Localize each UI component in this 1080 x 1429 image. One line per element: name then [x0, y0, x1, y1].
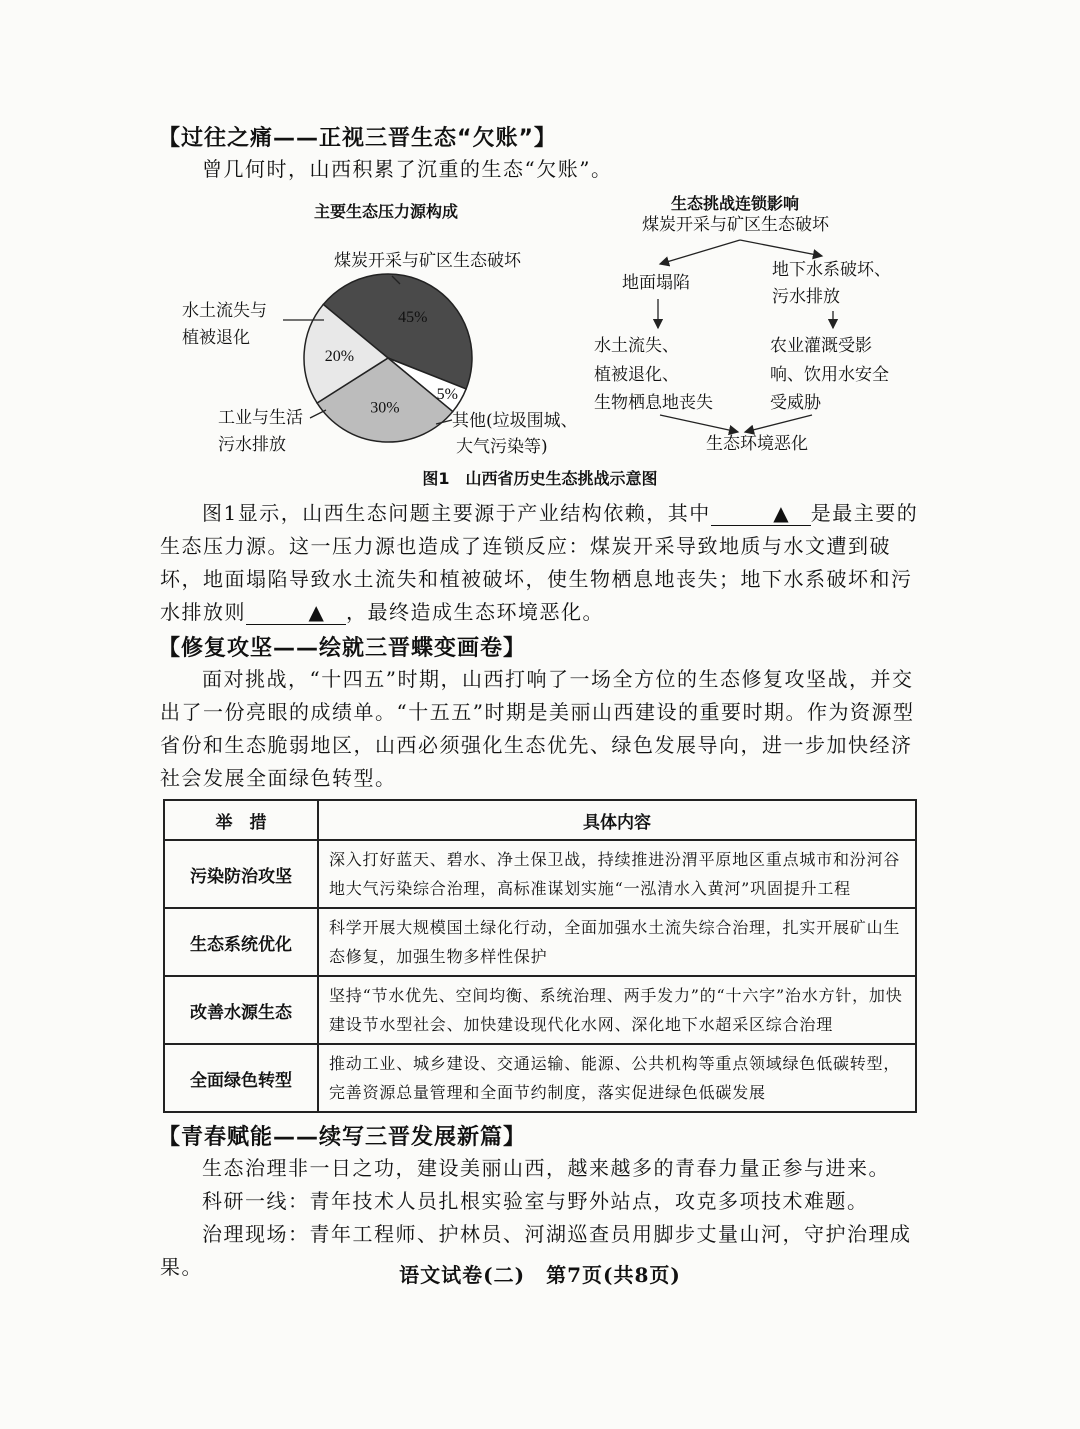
answer-blank-2[interactable]: ▲: [246, 600, 346, 625]
question-paragraph: [160, 497, 920, 629]
pie-slice-water-value-label: 30%: [370, 399, 400, 417]
measure-content: 坚持“节水优先、空间均衡、系统治理、两手发力”的“十六字”治水方针，加快建设节水型社会、加快建设现代化水网、深化地下水超采区综合治理: [318, 976, 916, 1044]
pie-slice-soil-value-label: 20%: [324, 347, 355, 365]
youth-paragraph-3: 治理现场：青年工程师、护林员、河湖巡查员用脚步丈量山河，守护治理成果。: [160, 1222, 912, 1279]
section2-paragraph: 面对挑战，“十四五”时期，山西打响了一场全方位的生态修复攻坚战，并交出了一份亮眼的成绩单。“十五五”时期是美丽山西建设的重要时期。作为资源型省份和生态脆弱地区，山西必须强化生态优先、绿色发展导向，进一步加快经济社会发展全面绿色转型。: [160, 667, 915, 790]
flow-node-left2a: 水土流失、: [594, 336, 679, 356]
question-text-part3: ，最终造成生态环境恶化。: [346, 600, 604, 624]
pie-label-water-line2: 污水排放: [218, 435, 286, 455]
question-text-part1: 图1显示，山西生态问题主要源于产业结构依赖，其中: [202, 501, 711, 525]
flow-arrows: [0, 0, 1080, 500]
measure-content: 科学开展大规模国土绿化行动，全面加强水土流失综合治理，扎实开展矿山生态修复，加强生物多样性保护: [318, 908, 916, 976]
flow-node-right1b: 污水排放: [772, 287, 840, 307]
pie-label-water-line1: 工业与生活: [218, 408, 303, 428]
page-footer: 语文试卷(二) 第7页(共8页): [399, 1263, 681, 1287]
measure-name: 改善水源生态: [164, 976, 318, 1044]
table-header-content: 具体内容: [318, 800, 916, 840]
pie-slice-coal-value-label: 45%: [398, 309, 428, 327]
pie-slice-other-value-label: 5%: [436, 386, 458, 404]
section-heading-repair: 【修复攻坚——绘就三晋蝶变画卷】: [158, 636, 527, 661]
flow-node-right2c: 受威胁: [770, 393, 821, 413]
section-heading-youth: 【青春赋能——续写三晋发展新篇】: [158, 1125, 527, 1150]
measure-content: 推动工业、城乡建设、交通运输、能源、公共机构等重点领域绿色低碳转型，完善资源总量管理和全面节约制度，落实促进绿色低碳发展: [318, 1044, 916, 1112]
pie-label-soil-line2: 植被退化: [182, 328, 250, 348]
figure-caption: 图1 山西省历史生态挑战示意图: [422, 469, 658, 488]
pie-label-other-line2: 大气污染等): [456, 437, 548, 457]
measure-content: 深入打好蓝天、碧水、净土保卫战，持续推进汾渭平原地区重点城市和汾河谷地大气污染综合治理，高标准谋划实施“一泓清水入黄河”巩固提升工程: [318, 840, 916, 908]
pie-label-other-line1: 其他(垃圾围城、: [452, 411, 578, 431]
measures-table: [163, 799, 917, 1113]
measure-name: 污染防治攻坚: [164, 840, 318, 908]
table-row: [164, 1044, 916, 1112]
pie-label-soil-line1: 水土流失与: [182, 301, 267, 321]
pie-chart-title: 主要生态压力源构成: [314, 202, 459, 221]
table-row: [164, 840, 916, 908]
flow-node-top: 煤炭开采与矿区生态破坏: [642, 215, 829, 235]
table-row: [164, 976, 916, 1044]
pie-label-coal: 煤炭开采与矿区生态破坏: [334, 251, 521, 271]
measure-name: 生态系统优化: [164, 908, 318, 976]
answer-blank-1[interactable]: ▲: [711, 501, 811, 526]
section-heading-past: 【过往之痛——正视三晋生态“欠账”】: [158, 126, 557, 151]
section-intro: 曾几何时，山西积累了沉重的生态“欠账”。: [202, 157, 613, 181]
table-header-measure: 举 措: [164, 800, 318, 840]
table-row: [164, 908, 916, 976]
table-header-row: [164, 800, 916, 840]
flow-node-right2b: 响、饮用水安全: [770, 365, 889, 385]
flow-node-left2b: 植被退化、: [594, 365, 679, 385]
measure-name: 全面绿色转型: [164, 1044, 318, 1112]
flow-node-left2c: 生物栖息地丧失: [594, 393, 713, 413]
youth-paragraph-1: 生态治理非一日之功，建设美丽山西，越来越多的青春力量正参与进来。: [202, 1156, 890, 1180]
flow-chart-title: 生态挑战连锁影响: [671, 194, 800, 213]
flow-node-bottom: 生态环境恶化: [706, 434, 808, 454]
question-text-part2: 是最主要的生态压力源。这一压力源也造成了连锁反应：煤炭开采导致地质与水文遭到破坏，地面塌陷导致水土流失和植被破坏，使生物栖息地丧失；地下水系破坏和污水排放则: [160, 501, 919, 624]
youth-paragraph-2: 科研一线：青年技术人员扎根实验室与野外站点，攻克多项技术难题。: [202, 1189, 869, 1213]
flow-node-right2a: 农业灌溉受影: [770, 336, 872, 356]
flow-node-right1a: 地下水系破坏、: [772, 260, 891, 280]
flow-node-left1: 地面塌陷: [622, 273, 690, 293]
